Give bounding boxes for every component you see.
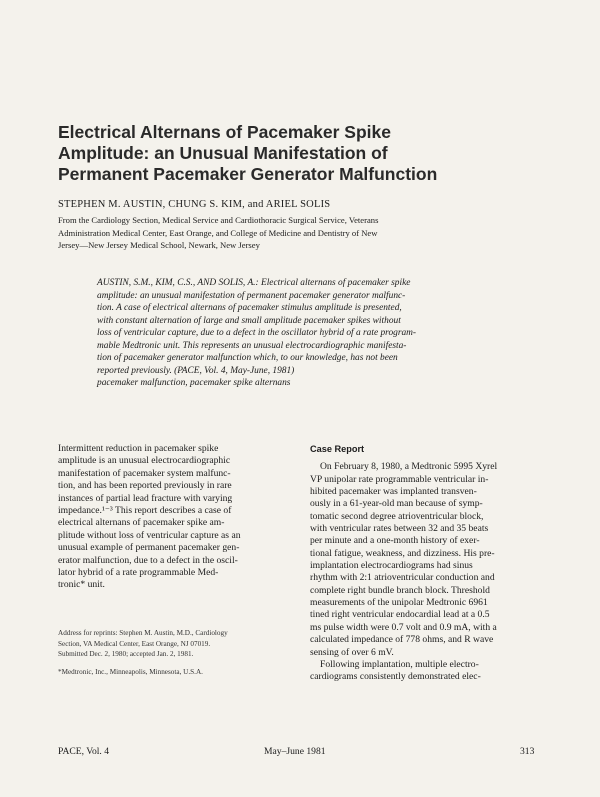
author-list: STEPHEN M. AUSTIN, CHUNG S. KIM, and ARIEL SOLIS bbox=[58, 199, 331, 210]
page-number: 313 bbox=[520, 746, 535, 757]
abstract-line: tion of pacemaker generator malfunction which, to our knowledge, has not been bbox=[97, 353, 398, 363]
body-line: Intermittent reduction in pacemaker spike bbox=[58, 443, 219, 454]
abstract-line: tion. A case of electrical alternans of pacemaker stimulus amplitude is presented, bbox=[97, 303, 402, 313]
affiliation bbox=[58, 214, 548, 252]
body-line: tronic* unit. bbox=[58, 579, 105, 591]
body-line: cardiograms consistently demonstrated elec- bbox=[310, 671, 481, 683]
abstract bbox=[97, 277, 567, 390]
abstract-line: reported previously. (PACE, Vol. 4, May-June, 1981) bbox=[97, 365, 295, 376]
body-line: ously in a 61-year-old man because of symp- bbox=[310, 498, 483, 510]
body-line: plitude without loss of ventricular capture as an bbox=[58, 529, 241, 541]
body-line: rhythm with 2:1 atrioventricular conduction and bbox=[310, 572, 495, 584]
body-line: sensing of over 6 mV. bbox=[310, 646, 394, 658]
abstract-line: amplitude: an unusual manifestation of permanent pacemaker generator malfunc- bbox=[97, 290, 406, 301]
body-line: VP unipolar rate programmable ventricular in- bbox=[310, 473, 489, 485]
body-line: with ventricular rates between 32 and 35 beats bbox=[310, 523, 489, 535]
abstract-line: with constant alternation of large and small amplitude pacemaker spikes without bbox=[97, 315, 401, 326]
case-report-column bbox=[310, 443, 550, 684]
manufacturer-note: *Medtronic, Inc., Minneapolis, Minnesota, U.S.A. bbox=[58, 667, 203, 676]
body-line: tomatic second degree atrioventricular block, bbox=[310, 510, 484, 522]
title-line: Amplitude: an Unusual Manifestation of bbox=[58, 143, 388, 163]
body-line: tion, and has been reported previously in rare bbox=[58, 480, 232, 492]
section-heading: Case Report bbox=[310, 444, 365, 454]
body-line: tined right ventricular endocardial lead at a 0.5 bbox=[310, 609, 490, 621]
body-line: On February 8, 1980, a Medtronic 5995 Xyrel bbox=[320, 461, 498, 473]
body-line: lator hybrid of a rate programmable Med- bbox=[58, 567, 219, 579]
reprint-address-line: Address for reprints: Stephen M. Austin, M.D., Cardiology bbox=[58, 629, 228, 637]
body-line: erator malfunction, due to a defect in the oscil- bbox=[58, 554, 238, 566]
affiliation-line: Jersey—New Jersey Medical School, Newark, New Jersey bbox=[58, 240, 260, 251]
body-line: electrical alternans of pacemaker spike am- bbox=[58, 517, 225, 529]
body-line: impedance.¹⁻³ This report describes a case of bbox=[58, 505, 232, 517]
abstract-line: AUSTIN, S.M., KIM, C.S., AND SOLIS, A.: Electrical alternans of pacemaker spike bbox=[97, 278, 411, 288]
affiliation-line: From the Cardiology Section, Medical Service and Cardiothoracic Surgical Service, Veterans bbox=[58, 215, 379, 225]
body-line: calculated impedance of 778 ohms, and R wave bbox=[310, 634, 494, 646]
keywords: pacemaker malfunction, pacemaker spike alternans bbox=[97, 378, 291, 388]
intro-column bbox=[58, 443, 294, 592]
body-line: manifestation of pacemaker system malfunc- bbox=[58, 467, 231, 479]
journal-volume: PACE, Vol. 4 bbox=[58, 746, 110, 757]
body-line: measurements of the unipolar Medtronic 6961 bbox=[310, 597, 488, 609]
body-line: unusual example of permanent pacemaker gen- bbox=[58, 542, 240, 554]
footnotes bbox=[58, 628, 294, 677]
affiliation-line: Administration Medical Center, East Orange, and College of Medicine and Dentistry of New bbox=[58, 227, 378, 238]
abstract-line: mable Medtronic unit. This represents an unusual electrocardiographic manifesta- bbox=[97, 340, 407, 351]
body-line: amplitude is an unusual electrocardiographic bbox=[58, 455, 231, 467]
body-line: implantation electrocardiograms had sinus bbox=[310, 560, 473, 572]
body-line: instances of partial lead fracture with varying bbox=[58, 492, 233, 504]
reprint-address-line: Section, VA Medical Center, East Orange, NJ 07019. bbox=[58, 639, 211, 648]
body-line: per minute and a one-month history of exer- bbox=[310, 535, 480, 547]
submission-dates: Submitted Dec. 2, 1980; accepted Jan. 2, 1981. bbox=[58, 650, 194, 658]
title-line: Electrical Alternans of Pacemaker Spike bbox=[58, 122, 391, 142]
body-line: hibited pacemaker was implanted transven- bbox=[310, 486, 477, 498]
article-title bbox=[58, 122, 528, 185]
body-line: Following implantation, multiple electro- bbox=[320, 658, 479, 670]
issue-date: May–June 1981 bbox=[264, 746, 326, 757]
body-line: ms pulse width were 0.7 volt and 0.9 mA, with a bbox=[310, 621, 497, 633]
title-line: Permanent Pacemaker Generator Malfunction bbox=[58, 164, 438, 184]
body-line: tional fatigue, weakness, and dizziness. His pre- bbox=[310, 547, 495, 559]
abstract-line: loss of ventricular capture, due to a defect in the oscillator hybrid of a rate program- bbox=[97, 328, 417, 338]
body-line: complete right bundle branch block. Threshold bbox=[310, 584, 490, 596]
